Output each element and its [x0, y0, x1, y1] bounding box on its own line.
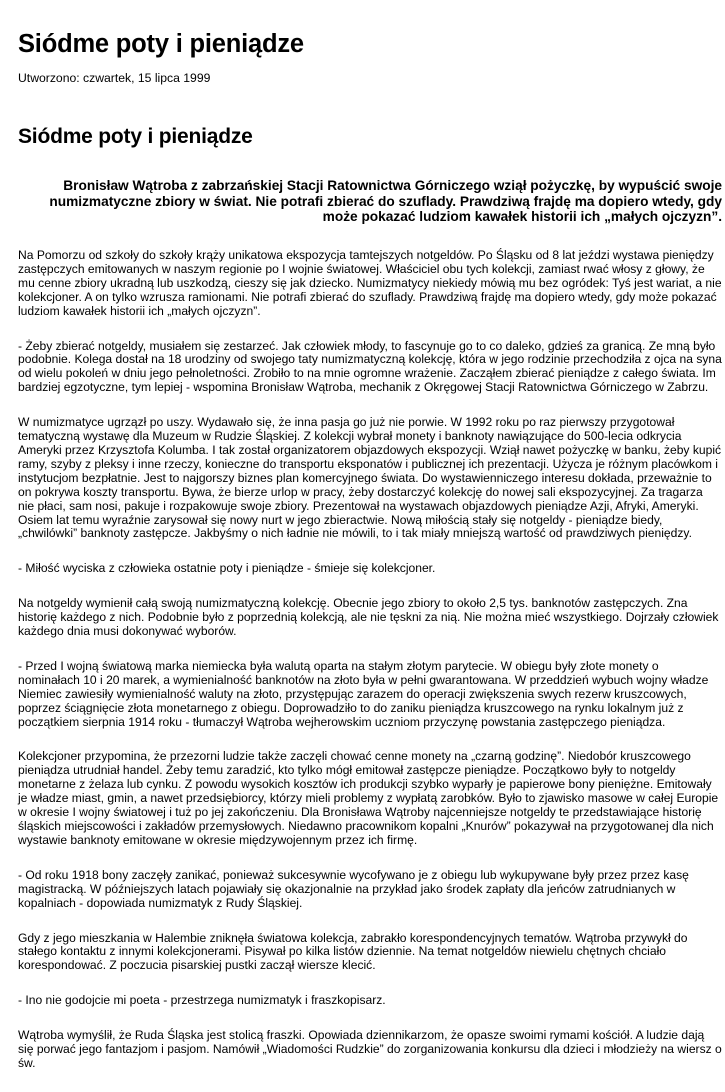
article-body	[18, 249, 722, 1092]
page-title: Siódme poty i pieniądze	[18, 30, 304, 58]
article-title: Siódme poty i pieniądze	[18, 125, 253, 148]
paragraph: Na notgeldy wymienił całą swoją numizmatyczną kolekcję. Obecnie jego zbiory to około 2,5 tys. banknotów zastępczych. Zna historię każdego z nich. Podobnie było z poprzednią kolekcją, ale nie tęskni za nią. Nie można mieć wszystkiego. Dojrzały człowiek każdego dnia musi dokonywać wyborów.	[18, 596, 719, 639]
paragraph: W numizmatyce ugrzązł po uszy. Wydawało się, że inna pasja go już nie porwie. W 1992 roku po raz pierwszy przygotował tematyczną wystawę dla Muzeum w Rudzie Śląskiej. Z kolekcji wybrał monety i banknoty nawiązujące do 500-lecia odkrycia Ameryki przez Krzysztofa Kolumba. I tak został organizatorem objazdowych ekspozycji. Wziął nawet pożyczkę w banku, żeby kupić ramy, szyby z pleksy i inne rzeczy, konieczne do transportu eksponatów i publicznej ich prezentacji. Użycza je różnym placówkom i instytucjom bezpłatnie. Jest to najgorszy biznes plan komercyjnego świata. Do wystawienniczego interesu dokłada, przeważnie to on pokrywa koszty transportu. Bywa, że bierze urlop w pracy, żeby dostarczyć kolekcję do nowej sali ekspozycyjnej. Za tragarza nie płaci, sam nosi, pakuje i rozpakowuje swoje zbiory. Prezentował na wystawach objazdowych pieniądze Azji, Afryki, Ameryki. Osiem lat temu wyraźnie zarysował się nowy nurt w jego zbieractwie. Nową miłością stały się notgeldy - pieniądze biedy, „chwilówki” banknoty zastępcze. Jakbyśmy o nich ładnie nie mówili, to i tak miały mniejszą wartość od prawdziwych pieniędzy.	[18, 415, 722, 541]
paragraph: - Żeby zbierać notgeldy, musiałem się zestarzeć. Jak człowiek młody, to fascynuje go to co daleko, gdzieś za granicą. Ze mną było podobnie. Kolega dostał na 18 urodziny od swojego taty numizmatyczną kolekcję, która w jego rodzinie przechodziła z ojca na syna od wielu pokoleń w dniu jego pełnoletności. Zrobiło to na mnie ogromne wrażenie. Zacząłem zbierać pieniądze z całego świata. Im bardziej egzotyczne, tym lepiej - wspomina Bronisław Wątroba, mechanik z Okręgowej Stacji Ratownictwa Górniczego w Zabrzu.	[18, 338, 722, 395]
created-date: Utworzono: czwartek, 15 lipca 1999	[18, 71, 211, 85]
paragraph: - Ino nie godojcie mi poeta - przestrzega numizmatyk i fraszkopisarz.	[18, 993, 386, 1008]
paragraph: Wątroba wymyślił, że Ruda Śląska jest stolicą fraszki. Opowiada dziennikarzom, że opasze swoimi rymami kościół. A ludzie dają się porwać jego fantazjom i pasjom. Namówił „Wiadomości Rudzkie” do zorganizowania konkursu dla dzieci i młodzieży na wiersz o św.	[18, 1028, 722, 1070]
paragraph: - Przed I wojną światową marka niemiecka była walutą oparta na stałym złotym parytecie. W obiegu były złote monety o nominałach 10 i 20 marek, a wymienialność banknotów na złoto była w pełni gwarantowana. W przeddzień wybuch wojny władze Niemiec zawiesiły wymienialność waluty na złoto, przystępując zarazem do operacji zwiększenia swych rezerw kruszcowych, poprzez ściągnięcie złota monetarnego z obiegu. Doprowadziło to do zaniku pieniądza kruszcowego na rynku lokalnym już z początkiem sierpnia 1914 roku - tłumaczył Wątroba wejherowskim uczniom przyczynę powstania zastępczego pieniądza.	[18, 658, 709, 729]
paragraph: Kolekcjoner przypomina, że przezorni ludzie także zaczęli chować cenne monety na „czarną godzinę”. Niedobór kruszcowego pieniądza utrudniał handel. Żeby temu zaradzić, kto tylko mógł emitował zastępcze pieniądze. Początkowo były to notgeldy monetarne z żelaza lub cynku. Z powodu wysokich kosztów ich produkcji szybko wyparły je papierowe bony pieniężne. Emitowały je władze miast, gmin, a nawet przedsiębiorcy, którzy mieli problemy z wypłatą zarobków. Było to zjawisko masowe w całej Europie w okresie I wojny światowej i tuż po jej zakończeniu. Dla Bronisława Wątroby najcenniejsze notgeldy te przedstawiające historię śląskich miejscowości i zakładów przemysłowych. Niedawno pracownikom kopalni „Knurów” pokazywał na przygotowanej dla nich wystawie banknoty emitowane w okresie międzywojennym przez ich firmę.	[18, 749, 719, 847]
paragraph: Na Pomorzu od szkoły do szkoły krąży unikatowa ekspozycja tamtejszych notgeldów. Po Śląsku od 8 lat jeździ wystawa pieniędzy zastępczych emitowanych w naszym regionie po I wojnie światowej. Właściciel obu tych kolekcji, zamiast rwać włosy z głowy, że mu cenne zbiory ukradną lub uszkodzą, cieszy się jak dziecko. Numizmatycy niekiedy mówią mu bez ogródek: Tyś jest wariat, a nie kolekcjoner. A on tylko wzrusza ramionami. Nie potrafi zbierać do szuflady. Prawdziwą frajdę ma dopiero wtedy, gdy może pokazać ludziom kawałek historii ich „małych ojczyzn”.	[18, 248, 722, 318]
paragraph: Gdy z jego mieszkania w Halembie zniknęła światowa kolekcja, zabrakło korespondencyjnych tematów. Wątroba przywykł do stałego kontaktu z innymi kolekcjonerami. Pisywał po kilka listów dziennie. Na temat notgeldów niewielu chętnych chciało korespondować. Z poczucia pisarskiej pustki zaczął wiersze klecić.	[18, 930, 688, 973]
paragraph: - Miłość wyciska z człowieka ostatnie poty i pieniądze - śmieje się kolekcjoner.	[18, 561, 436, 576]
paragraph: - Od roku 1918 bony zaczęły zanikać, ponieważ sukcesywnie wycofywano je z obiegu lub wykupywane były przez przez kasę magistracką. W późniejszych latach pojawiały się okazjonalnie na przykład jako środek zapłaty dla jeńców zatrudnianych w kopalniach - dopowiada numizmatyk z Rudy Śląskiej.	[18, 867, 689, 910]
article-lead: Bronisław Wątroba z zabrzańskiej Stacji Ratownictwa Górniczego wziął pożyczkę, by wypuścić swoje numizmatyczne zbiory w świat. Nie potrafi zbierać do szuflady. Prawdziwą frajdę ma dopiero wtedy, gdy może pokazać ludziom kawałek historii ich „małych ojczyzn”.	[49, 178, 722, 225]
